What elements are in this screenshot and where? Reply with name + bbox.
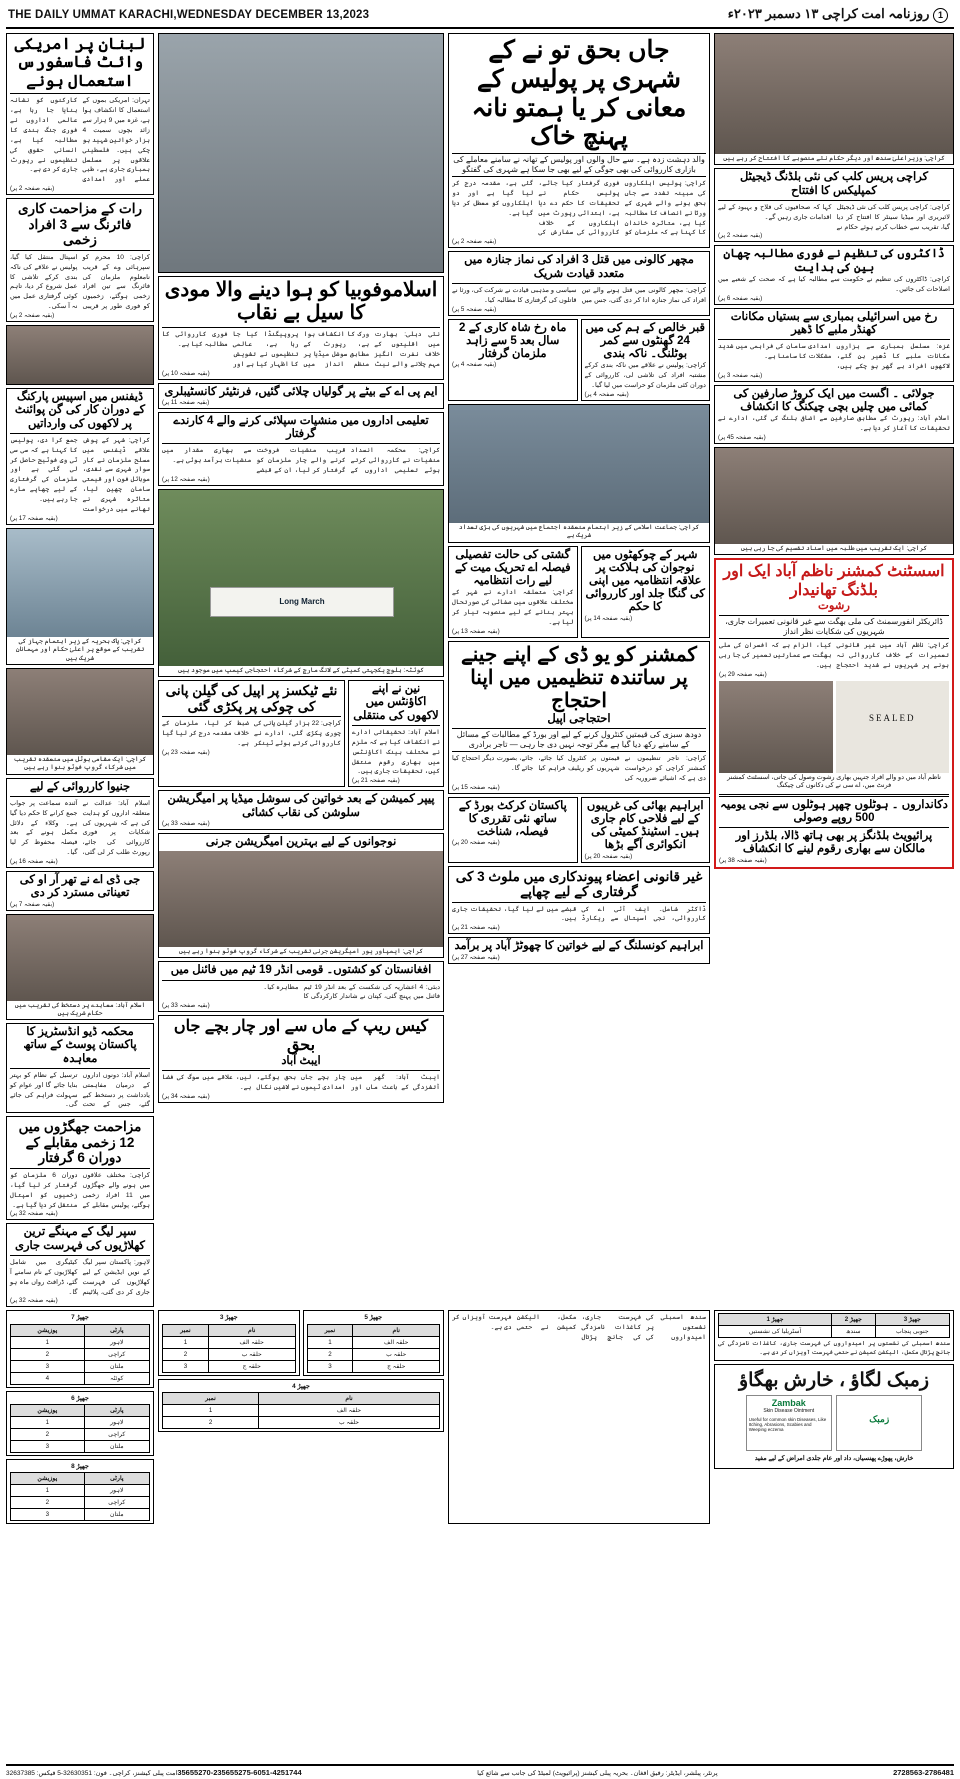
sub-headline: والد دہشت زدہ ہے۔ سے حال والوں اور پولیس کے تھانہ نے سامنے معاملے کی بازاری کارروائی کی بھی جوگی کے لیے بھی جا سکا ہے شہری کی گفتگو [452, 153, 706, 177]
article-body: اسلام آباد: دونوں اداروں کے درمیان مفاہمتی یادداشت پر دستخط کیے گئے، جس کے تحت ترسیل کے نظام کو بہتر بنایا جائے گا اور عوام کو سہولت فراہم کی جائے گی۔ [10, 1071, 150, 1109]
photo-caption: اسلام آباد: معاہدے پر دستخط کی تقریب میں حکام شریک ہیں [14, 1001, 146, 1017]
headline: قبر خالص کے ہم کی میں 24 گھنٹوں سے کمر بوٹلنگ۔ ناکہ بندی [585, 321, 706, 360]
table: پارٹی پوزیشن لاہور 1 کراچی 2 ملتان 3 [10, 1404, 150, 1453]
article-body: اسلام آباد: عدالت نے متعلقہ اداروں کو ہدایت کی ہے کہ شہریوں کی شکایات پر فوری کارروائی کی جائے، رپورٹ طلب کر لی گئی، آئندہ سماعت پر جواب جمع کرانے کا حکم دیا گیا ہے۔ وکلاء کے دلائل مکمل ہونے کے بعد فیصلہ محفوظ کر لیا گیا۔ [10, 799, 150, 857]
sub-item-1: دکانداروں ۔ ہوٹلوں چھپر ہوٹلوں سے نجی یومیہ 500 روپے وصولی [720, 798, 948, 824]
continuation-ref: (بقیہ صفحہ 20 پر) [584, 852, 633, 860]
table: نام نمبر حلقہ الف 1 حلقہ ب 2 [162, 1392, 440, 1429]
ad-brand: Zambak [771, 1397, 806, 1408]
table-row: جنوبی پنجاب سندھ آسٹریلیا کی نشستیں [719, 1326, 950, 1338]
photo-gaza-rubble [158, 33, 444, 273]
article-body: سندھ اسمبلی کی نشستوں پر امیدواروں کی فہرست جاری، کاغذات نامزدگی کی جانچ پڑتال مکمل، الیکشن کمیشن نے حتمی فہرست آویزاں کر دی ہے۔ [452, 1314, 706, 1342]
headline: مزاحمت جھگڑوں میں 12 زخمی مقابلے کے دوران 6 گرفتار [18, 1119, 142, 1166]
table: نام نمبر حلقہ الف 1 حلقہ ب 2 حلقہ ج 3 [307, 1324, 441, 1373]
photo-caption: کراچی: جماعت اسلامی کے زیر اہتمام منعقدہ اجتماع میں شہریوں کی بڑی تعداد شریک ہے [458, 523, 700, 540]
continuation-ref: (بقیہ صفحہ 17 پر) [10, 514, 58, 522]
photo-caption: کوئٹہ: بلوچ یکجہتی کمیٹی کے لانگ مارچ کے شرکاء احتجاجی کیمپ میں موجود ہیں [178, 666, 424, 674]
sub-headline: ڈائریکٹر انفورسمنٹ کی ملی بھگت سے غیر قانونی تعمیرات جاری، شہریوں کی شکایات نظر انداز [719, 615, 949, 639]
headline: رات کے مزاحمت کاری فائرنگ سے 3 افراد زخمی [17, 201, 143, 248]
article-commissioner-protest [448, 641, 710, 794]
photo-immigration-group [158, 833, 444, 959]
kicker: ایبٹ آباد [281, 1055, 321, 1068]
continuation-ref: (بقیہ صفحہ 16 پر) [10, 858, 58, 866]
headline: کراچی پریس کلب کی نئی بلڈنگ ڈیجیٹل کمپلیکس کا افتتاح [739, 171, 929, 197]
headline: اسلاموفوبیا کو ہوا دینے والا مودی کا سیل بے نقاب [164, 279, 438, 324]
bottom-right [714, 1310, 954, 1524]
article-pcb [448, 797, 578, 863]
article-welfare [581, 797, 711, 863]
photo-crowd-gathering [448, 404, 710, 543]
results-table-4 [158, 1379, 444, 1432]
table-row: لاہور 1 [11, 1417, 150, 1429]
ad-english-text: Useful for common skin Diseases, Like Itching, Abrasions, Scabies and Weeping eczema [748, 1416, 827, 1432]
table-title: جھپڑ 7 [71, 1314, 89, 1322]
headline: گشتی کی حالت تفصیلی فیصلہ اے تحریک میت کے لیے رات انتظامیہ [454, 548, 571, 587]
article-mahrukh [448, 319, 578, 401]
headline: لبنان پر امریکی وائٹ فاسفورس استعمال ہونے [14, 36, 146, 90]
photo-row [719, 681, 949, 773]
article-abbottabad-fire [158, 1015, 444, 1103]
photo-sealed-building [836, 681, 950, 773]
column-1 [6, 33, 154, 1307]
article-body: لاہور: پاکستان سپر لیگ کے نویں ایڈیشن کے لیے کھلاڑیوں کی فہرست جاری کر دی گئی، پلاٹینم کیٹیگری میں شامل کھلاڑیوں کے نام سامنے آ گئے، ڈرافٹ رواں ماہ ہو گا۔ [10, 1258, 150, 1296]
article-body: کراچی: 10 محرم کو سپرہائی وے کے قریب نامعلوم ملزمان کی فائرنگ سے تین افراد زخمی ہوگئے، زخمیوں کو فوری طور پر قریبی اسپتال منتقل کیا گیا، پولیس نے علاقے کی ناکہ بندی کرکے تلاشی کا عمل شروع کر دیا، تاہم کوئی گرفتاری عمل میں نہ آ سکی۔ [10, 253, 150, 311]
row-civic-news [448, 546, 710, 638]
continuation-ref: (بقیہ صفحہ 7 پر) [10, 900, 55, 908]
headline: پاکستان کرکٹ بورڈ کے ساتھ نئی تقرری کا فیصلہ، شناخت [458, 799, 567, 839]
article-body: کراچی: کراچی پریس کلب کی نئی ڈیجیٹل لائبریری اور میڈیا سینٹر کا افتتاح کر دیا گیا، تقریب سے خطاب کرتے ہوئے حکام نے کہا کہ صحافیوں کی فلاح و بہبود کے لیے اقدامات جاری رہیں گے۔ [718, 203, 950, 231]
headline: نوجوانوں کے لیے بہترین امیگریشن جرنی [205, 835, 397, 848]
article-counseling [448, 937, 710, 963]
headline: ابراہیم بھائی کی غریبوں کے لیے فلاحی کام جاری ہیں۔ اسٹینڈ کمیٹی کی انکوائری آگے بڑھا [586, 799, 704, 852]
article-body: کراچی: پولیس نے علاقے میں ناکہ بندی کرکے مشتبہ افراد کی تلاشی لی، کارروائی کے دوران کئی ملزمان کو حراست میں لیا گیا۔ [584, 362, 706, 389]
article-youth-death [581, 546, 711, 638]
headline: شہر کے چوکھٹوں میں نوجوان کی ہلاکت پر علاقہ انتظامیہ میں اپنی کی گنگا جلد اور کارروائی کا حکم [585, 548, 705, 614]
ad-footer-text: خارش، پھوڑے پھنسیاں، داد اور عام جلدی امراض کے لیے مفید [754, 1454, 914, 1462]
long-march-banner: Long March [210, 587, 394, 617]
bottom-filler [448, 1310, 710, 1524]
article-water-theft [158, 680, 345, 787]
photo-navy-ship [6, 528, 154, 665]
photo-press-club-opening [714, 33, 954, 165]
table-row: حلقہ ج 3 [307, 1360, 440, 1372]
photo-shopkeeper [719, 681, 833, 773]
th: پارٹی [84, 1324, 149, 1336]
continuation-ref: (بقیہ صفحہ 27 پر) [452, 953, 500, 961]
continuation-ref: (بقیہ صفحہ 15 پر) [452, 783, 500, 791]
continuation-ref: (بقیہ صفحہ 23 پر) [162, 748, 210, 756]
article-police-custody-death [448, 33, 710, 248]
photo-group [6, 668, 154, 775]
article-body: کراچی: ڈاکٹروں کی تنظیم نے حکومت سے مطالبہ کیا ہے کہ صحت کے شعبے میں اصلاحات کی جائیں۔ [718, 275, 950, 293]
headline: سپر لیگ کے مہنگے ترین کھلاڑیوں کی فہرست جاری [14, 1226, 146, 1252]
table [10, 1324, 150, 1385]
table-title: جھپڑ 6 [71, 1394, 89, 1402]
headline: جولائی ۔ اگست میں ایک کروڑ صارفین کی کمائی میں چلیں بچی چیکنگ کا انکشاف [733, 387, 935, 413]
article-assistant-commissioner-bribery [714, 558, 954, 868]
sub-item-2: پرائیویٹ بلڈنگز پر بھی ہاتھ ڈالا، بلڈرز اور مالکان سے بھاری رقوم لینے کا انکشاف [735, 830, 933, 856]
photo-caption: کراچی: ایمپاور یور امیگریشن جرنی تقریب کے شرکاء گروپ فوٹو بنوا رہے ہیں [178, 947, 423, 955]
table: پارٹی پوزیشن لاہور 1 کراچی 2 ملتان 3 [10, 1472, 150, 1521]
article-cleanup [448, 546, 578, 638]
sealed-label: SEALED [869, 712, 916, 723]
page-grid [6, 33, 954, 1307]
row-water-news [158, 680, 444, 787]
bottom-left-tables [6, 1310, 154, 1524]
table-row: ملتان 3 [11, 1441, 150, 1453]
article-islamophobia [158, 276, 444, 380]
advertisement-zambak [714, 1364, 954, 1469]
table-row: حلقہ ب 2 [163, 1417, 440, 1429]
photo-caption: ناظم آباد میں دو والے افراد جنہیں بھاری رشوت وصول کی جاتی، اسسٹنٹ کمشنر فرنٹ میں، اے سی نے کی دکانوں کی چیکنگ [727, 773, 941, 790]
article-body: ڈاکٹر شامل۔ ایف آئی اے کی کارروائی، نجی اسپتال سے ریکارڈ قبضے میں لے لیا گیا، تحقیقات جاری ہیں۔ [452, 905, 706, 923]
column-3 [448, 33, 710, 1307]
footer-imprint: پرنٹر، پبلشر، ایڈیٹر: رفیق افغان۔ بحریہ پبلی کیشنز (پرائیویٹ) لمیٹڈ کی جانب سے شائع کیا [477, 1769, 718, 1777]
continuation-ref: (بقیہ صفحہ 21 پر) [352, 777, 400, 785]
continuation-ref: (بقیہ صفحہ 4 پر) [584, 390, 629, 398]
headline: ایم پی اے کے بیٹے پر گولیاں چلائی گئیں، فرنٹیئر کانسٹیبلری [164, 385, 438, 398]
photo-caption: کراچی: پاک بحریہ کے زیر اہتمام جہاز کی تقریب کے موقع پر اعلیٰ حکام اور مہمانان شریک ہیں [15, 637, 145, 662]
table-row: حلقہ الف 1 [163, 1405, 440, 1417]
photo-caption: کراچی: ایک مقامی ہوٹل میں منعقدہ تقریب میں شرکاء گروپ فوٹو بنوا رہے ہیں [13, 755, 147, 772]
kicker: جنیوا کارروائی کے لیے [29, 780, 131, 793]
continuation-ref: (بقیہ صفحہ 4 پر) [452, 361, 497, 369]
article-immigration-launch [158, 790, 444, 829]
table-row: لاہور 1 [11, 1336, 150, 1348]
photo-caption: کراچی: ایک تقریب میں طلبہ میں اسناد تقسیم کی جا رہی ہیں [740, 544, 928, 552]
footer-phone-left: 2728563-2786481 [893, 1768, 954, 1777]
kicker: احتجاجی اپیل [547, 712, 611, 725]
table-row: ملتان 3 [11, 1509, 150, 1521]
footer-phone-4: 35655270-2 [177, 1768, 218, 1777]
article-body: کراچی: تاجر تنظیموں نے کمشنر کراچی کو درخواست دی ہے کہ اشیائے ضروریہ کی قیمتوں پر کنٹرول کیا جائے، شہریوں کو ریلیف فراہم کیا جائے، بصورت دیگر احتجاج کیا جائے گا۔ [452, 754, 706, 782]
headline: اسسٹنٹ کمشنر ناظم آباد ایک اور بلڈنگ تھانیدار [723, 563, 945, 599]
continuation-ref: (بقیہ صفحہ 12 پر) [162, 475, 210, 483]
continuation-ref: (بقیہ صفحہ 2 پر) [10, 312, 55, 320]
continuation-ref: (بقیہ صفحہ 34 پر) [162, 1093, 210, 1101]
row-pcb-brief [448, 797, 710, 863]
table-title: جھپڑ 3 [219, 1314, 238, 1322]
article-funeral [448, 251, 710, 315]
continuation-ref: (بقیہ صفحہ 13 پر) [452, 627, 500, 635]
headline: مچھر کالونی میں قتل 3 افراد کی نماز جنازہ میں متعدد قیادت شریک [464, 254, 694, 280]
sub-headline: دودھ سبزی کی قیمتیں کنٹرول کرنے کے لیے اور بورڈ کے مطالبات کے مسائل کے سامنے رکھ دیا گیا ہے مگر توجہ نہیں دی جا رہی — تاجر برادری [452, 728, 706, 752]
article-defence-parking [6, 388, 154, 525]
table-row: حلقہ ب 2 [307, 1348, 440, 1360]
article-drugs [158, 412, 444, 486]
table-row: ملتان 3 [11, 1360, 150, 1372]
article-body: کراچی: پولیس اہلکاروں کی مبینہ تشدد سے جاں بحق ہونے والے شہری کے ورثا نے انصاف کا مطالبہ کیا ہے، متاثرہ خاندان کا کہنا ہے کہ ملزمان کو فوری گرفتار کیا جائے، پولیس حکام نے تحقیقات کا حکم دے دیا ہے، ابتدائی رپورٹ میں اہلکاروں کے خلاف کارروائی کی سفارش کی گئی ہے، مقدمہ درج کر لیا گیا ہے اور دو اہلکاروں کو معطل کر دیا گیا ہے۔ [452, 180, 706, 237]
article-body: نئی دہلی: بھارت میں اقلیتوں کے خلاف نفرت انگیز مہم چلانے والے نیٹ ورک کا انکشاف ہوا ہے، رپورٹ کے مطابق سوشل میڈیا پر منظم انداز میں پروپیگنڈا کیا جا رہا ہے، عالمی تنظیموں نے تشویش کا اظہار کیا ہے اور فوری کارروائی کا مطالبہ کیا ہے۔ [162, 331, 440, 368]
th: پوزیشن [11, 1324, 85, 1336]
continuation-ref: (بقیہ صفحہ 38 پر) [719, 856, 767, 864]
continuation-ref: (بقیہ صفحہ 14 پر) [584, 614, 633, 622]
headline: پیپر کمیشن کے بعد خواتین کی سوشل میڈیا پر امیگریشن سلوشن کی نقاب کشائی [167, 793, 435, 819]
kicker: رشوت [818, 600, 850, 613]
continuation-ref: (بقیہ صفحہ 2 پر) [452, 238, 497, 246]
article-body: کراچی: شہر کے پوش علاقے ڈیفنس میں مسلح ملزمان نے کار سوار شہری سے نقدی، موبائل فون اور قیمتی سامان چھین لیا، متاثرہ شہری نے تھانے میں درخواست جمع کرا دی، پولیس کا کہنا ہے کہ سی سی ٹی وی فوٹیج حاصل کر لی گئی ہے اور ملزمان کی گرفتاری کے لیے چھاپے مارے جا رہے ہیں۔ [10, 436, 150, 513]
ad-box-art [746, 1395, 832, 1451]
article-gaza-destruction [714, 308, 954, 382]
article-organ-transplant [448, 866, 710, 935]
headline: محکمہ ڈیو انڈسٹریز کا پاکستان پوسٹ کے ساتھ معاہدہ [23, 1026, 137, 1065]
headline: ڈاکٹروں کی تنظیم نے فوری مطالبہ چھان بین کی ہدایت [723, 248, 945, 274]
ad-brand-sub: Skin Disease Ointment [763, 1407, 815, 1414]
headline: ماہ رخ شاہ کاری کے 2 سال بعد 5 سے زاہد ملزمان گرفتار [459, 321, 567, 360]
photo-signing [6, 914, 154, 1021]
column-2 [158, 33, 444, 1307]
article-body: اسلام آباد: تحقیقاتی ادارے نے انکشاف کیا ہے کہ ملزم نے مختلف بینک اکاؤنٹس میں بھاری رقوم منتقل کیں، تحقیقات جاری ہیں۔ [352, 728, 440, 776]
th: جھپڑ 1 [719, 1314, 832, 1326]
article-body: کراچی: ناظم آباد میں غیر قانونی تعمیرات کے خلاف کارروائی نہ ہونے پر شہریوں نے شدید احتجاج کیا، الزام ہے کہ افسران کی ملی بھگت سے عمارتیں تعمیر کی جا رہی ہیں۔ [719, 642, 949, 670]
footer-publisher: امت پبلی کیشنز، کراچی۔ فون: 32630351-5 فیکس: 32637385 [6, 1769, 178, 1777]
photo-award-ceremony [714, 447, 954, 555]
article-doctors [714, 245, 954, 304]
ad-tube-art [836, 1395, 922, 1451]
article-clashes [6, 1116, 154, 1220]
continuation-ref: (بقیہ صفحہ 2 پر) [10, 185, 55, 193]
article-mpa-son [158, 383, 444, 409]
continuation-ref: (بقیہ صفحہ 11 پر) [162, 398, 210, 406]
table-row: کراچی 2 [11, 1429, 150, 1441]
headline: غیر قانونی اعضاء پیوندکاری میں ملوث 3 کی گرفتاری کے لیے چھاپے [455, 868, 703, 900]
article-cordon [581, 319, 711, 401]
continuation-ref: (بقیہ صفحہ 32 پر) [10, 1210, 58, 1218]
table-row: حلقہ الف 1 [163, 1336, 296, 1348]
headline: افغانستان کو کشتوں۔ قومی انڈر 19 ٹیم میں فائنل میں [170, 964, 432, 977]
results-table-8 [6, 1459, 154, 1524]
table-row: کراچی 2 [11, 1497, 150, 1509]
continuation-ref: (بقیہ صفحہ 2 پر) [718, 232, 763, 240]
headline: نئے ٹیکسز پر اپیل کی گیلن پانی کی چوکی پر پکڑی گئی [165, 683, 338, 714]
th: جھپڑ 2 [832, 1314, 876, 1326]
article-body: ایبٹ آباد: گھر میں آتشزدگی کے باعث ماں اور چار بچے جاں بحق ہوگئے، امدادی ٹیموں نے لاشیں نکال لیں، علاقے میں سوگ کی فضا ہے۔ [162, 1074, 440, 1092]
continuation-ref: (بقیہ صفحہ 20 پر) [452, 839, 500, 847]
th: جھپڑ 3 [875, 1314, 949, 1326]
table-title: جھپڑ 8 [71, 1463, 89, 1471]
article-body: دبئی: 4 اعشاریہ کی شکست کے بعد انڈر 19 ٹیم فائنل میں پہنچ گئی، کپتان نے شاندار کارکردگی کا مظاہرہ کیا۔ [263, 983, 441, 1001]
ad-tube-label: زمبک [869, 1413, 890, 1424]
row-two-briefs [448, 319, 710, 401]
article-bottom-filler [448, 1310, 710, 1524]
article-body: تہران: امریکی بموں کے استعمال کا انکشاف ہوا ہے، غزہ میں 9 ہزار سے زائد بچوں سمیت 4 ہزار خواتین شہید ہو چکی ہیں۔ فلسطینی علاقوں پر مسلسل بمباری جاری ہے، طبی عملے اور امدادی کارکنوں کو نشانہ بنایا جا رہا ہے، عالمی اداروں نے فوری جنگ بندی کا مطالبہ کیا ہے، انسانی حقوق کی تنظیموں نے رپورٹ جاری کر دی ہے۔ [10, 97, 150, 184]
page-number: 1 [933, 8, 948, 23]
article-body: کراچی: مچھر کالونی میں قتل ہونے والے تین افراد کی نماز جنازہ ادا کر دی گئی، جس میں سیاسی و مذہبی قیادت نے شرکت کی، ورثا نے قاتلوں کی گرفتاری کا مطالبہ کیا۔ [452, 286, 706, 304]
continuation-ref: (بقیہ صفحہ 21 پر) [452, 924, 500, 932]
masthead-urdu-title: 1 روزنامہ امت کراچی ۱۳ دسمبر ۲۰۲۳ء [728, 6, 952, 23]
mid-table-row [158, 1310, 444, 1375]
headline: رخ میں اسرائیلی بمباری سے بستیاں مکانات کھنڈر ملبے کا ڈھیر [730, 310, 938, 336]
article-body: اسلام آباد: رپورٹ کے مطابق صارفین سے اضافی بلنگ کی گئی، ادارے نے تحقیقات کا آغاز کر دیا ہے۔ [718, 415, 950, 433]
continuation-ref: (بقیہ صفحہ 45 پر) [718, 433, 766, 441]
table [718, 1313, 950, 1338]
table-title: جھپڑ 4 [292, 1382, 310, 1390]
table-row: کوئٹہ 4 [11, 1372, 150, 1384]
column-4 [714, 33, 954, 1307]
continuation-ref: (بقیہ صفحہ 33 پر) [162, 819, 210, 827]
headline: تعلیمی اداروں میں منشیات سپلائی کرنے والے 4 کارندے گرفتار [173, 414, 429, 440]
table-row: حلقہ ج 3 [163, 1360, 296, 1372]
article-lebanon [6, 33, 154, 195]
table-row: لاہور 1 [11, 1485, 150, 1497]
article-geneva [6, 778, 154, 869]
table-title: جھپڑ 5 [364, 1314, 383, 1322]
article-psl [6, 1223, 154, 1307]
footer-phone-2: 051-4251744 [257, 1768, 302, 1777]
article-gda [6, 871, 154, 910]
ad-title: زمبک لگاؤ ، خارش بھگاؤ [739, 1369, 929, 1391]
continuation-ref: (بقیہ صفحہ 6 پر) [718, 294, 763, 302]
headline: ابراہیم کونسلنگ کے لیے خواتین کا چھوٹڑ آباد پر برآمد [454, 940, 704, 953]
article-body: کراچی: متعلقہ ادارے نے شہر کے مختلف علاقوں میں صفائی کی صورتحال بہتر بنانے کے لیے منصوبہ تیار کر لیا ہے۔ [452, 589, 574, 626]
page-footer [6, 1764, 954, 1777]
results-table-6 [6, 1391, 154, 1456]
headline: کیس ریپ کے ماں سے اور چار بچے جاں بحق [173, 1018, 429, 1054]
continuation-ref: (بقیہ صفحہ 5 پر) [452, 305, 497, 313]
headline: نین نے اپنے اکاؤنٹس میں لاکھوں کی منتقلی [353, 683, 439, 722]
photo-caption: کراچی: وزیراعلیٰ سندھ اور دیگر حکام نئے منصوبے کا افتتاح کر رہے ہیں [723, 155, 945, 162]
continuation-ref: (بقیہ صفحہ 3 پر) [718, 371, 763, 379]
bottom-mid-tables [158, 1310, 444, 1524]
continuation-ref: (بقیہ صفحہ 10 پر) [162, 369, 210, 377]
results-table-7 [6, 1310, 154, 1387]
table-note: سندھ اسمبلی کی نشستوں پر امیدواروں کی فہرست جاری، کاغذات نامزدگی کی جانچ پڑتال مکمل، الیکشن کمیشن نے حتمی فہرست آویزاں کر دی ہے۔ [718, 1341, 950, 1357]
headline: جاں بحق تو نے کے شہری پر پولیس کے معانی کر یا ہمتو نانہ پہنچ خاک [471, 36, 687, 151]
article-u19 [158, 961, 444, 1012]
article-body: کراچی: مختلف علاقوں میں ہونے والے جھگڑوں میں 11 افراد زخمی ہوگئے، پولیس مقابلے کے دوران 6 ملزمان کو گرفتار کر لیا گیا، زخمیوں کو اسپتال منتقل کر دیا گیا ہے۔ [10, 1171, 151, 1209]
table-row: حلقہ ب 2 [163, 1348, 296, 1360]
constituency-table [714, 1310, 954, 1360]
results-table-5 [303, 1310, 445, 1375]
article-accounts [348, 680, 444, 787]
continuation-ref: (بقیہ صفحہ 33 پر) [162, 1002, 210, 1010]
headline: جی ڈی اے نے تھر آر او کی تعیناتی مسترد کر دی [19, 874, 141, 900]
table: نام نمبر حلقہ الف 1 حلقہ ب 2 حلقہ ج 3 [162, 1324, 296, 1373]
article-body: کراچی: محکمہ انسداد منشیات نے کارروائی کرتے ہوئے تعلیمی اداروں کے قریب منشیات فروخت کرنے والے چار ملزمان کو گرفتار کر لیا، ان کے قبضے سے بھاری مقدار میں منشیات برآمد ہوئی ہے۔ [162, 447, 440, 474]
photo-firefighters [6, 325, 154, 385]
article-body: کراچی: 22 ہزار گیلن پانی کی چوری پکڑی گئی، ادارے نے کارروائی کرتے ہوئے ٹینکر ضبط کر لیا، ملزمان کے خلاف مقدمہ درج کر لیا گیا ہے۔ [162, 720, 341, 748]
article-post-mou [6, 1023, 154, 1113]
headline: کمشنر کو یو ڈی کے اپنے جینے پر ساتندہ تنظیمیں میں اپنا احتجاج [461, 643, 697, 712]
article-body: غزہ: مسلسل بمباری سے ہزاروں مکانات ملبے کا ڈھیر بن گئے، لاکھوں افراد بے گھر ہو چکے ہیں، امدادی سامان کی فراہمی میں شدید مشکلات کا سامنا ہے۔ [718, 343, 950, 370]
photo-long-march [158, 489, 444, 677]
continuation-ref: (بقیہ صفحہ 32 پر) [10, 1297, 58, 1305]
masthead [6, 4, 954, 29]
article-overbilling [714, 385, 954, 444]
bottom-section [6, 1310, 954, 1524]
masthead-english-title: THE DAILY UMMAT KARACHI,WEDNESDAY DECEMBER 13,2023 [8, 8, 370, 21]
article-press-club [714, 168, 954, 242]
results-table-3 [158, 1310, 300, 1375]
article-firing [6, 198, 154, 322]
continuation-ref: (بقیہ صفحہ 29 پر) [719, 670, 767, 678]
headline: ڈیفنس میں اسپیس پارکنگ کے دوران کار کی گن پوائنٹ پر لاکھوں کی وارداتیں [14, 391, 146, 430]
footer-phone-3: 35655275-6 [217, 1768, 258, 1777]
table-row: حلقہ الف 1 [307, 1336, 440, 1348]
table-row: کراچی 2 [11, 1348, 150, 1360]
